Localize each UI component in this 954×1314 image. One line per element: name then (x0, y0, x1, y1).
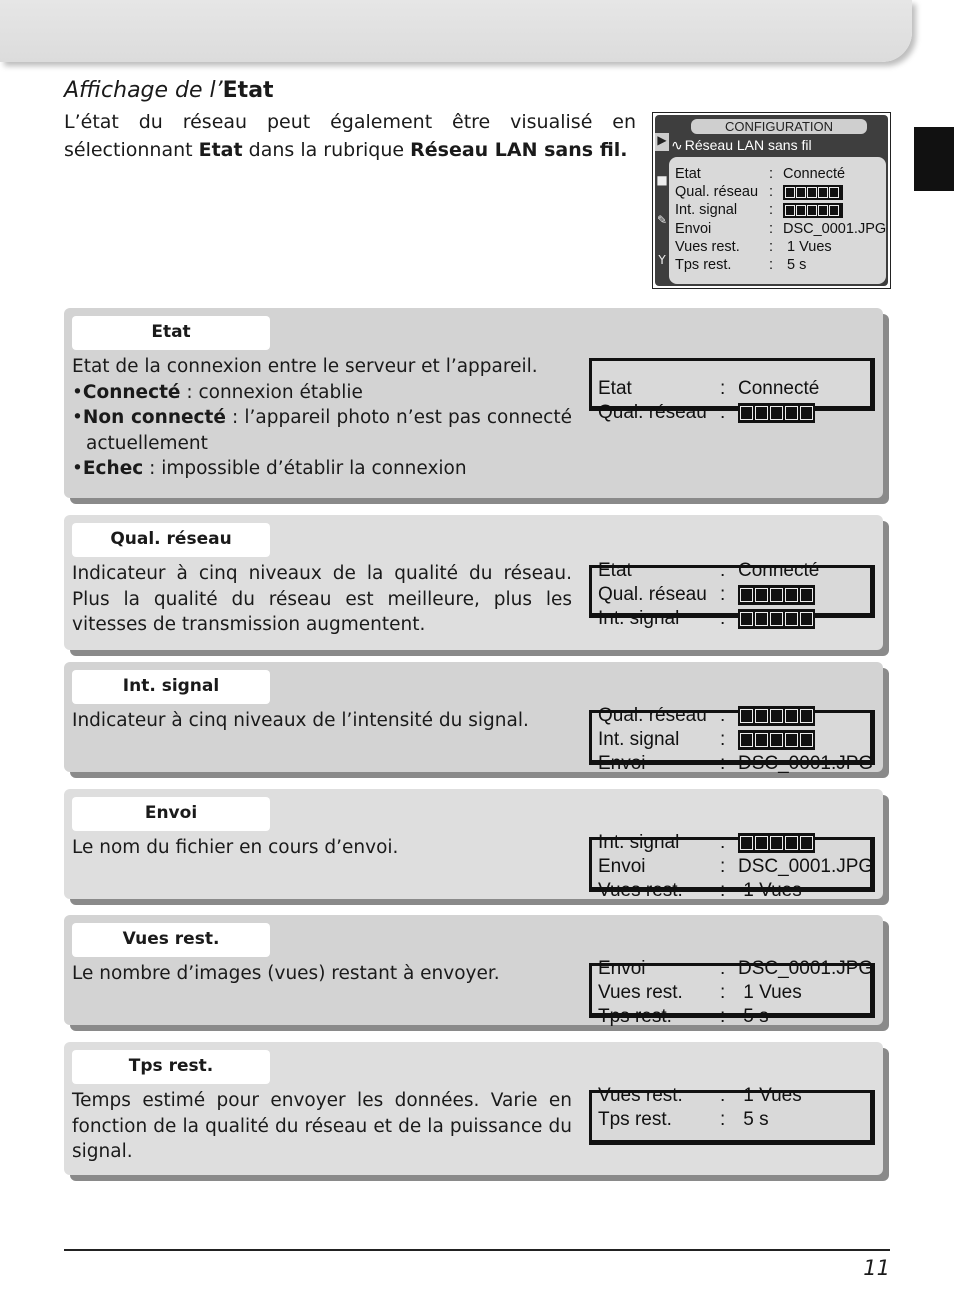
screen-menu-label: Réseau LAN sans fil (684, 137, 812, 153)
list-item: •Echec : impossible d’établir la connexion (72, 458, 467, 479)
intro-text-1: L’état du réseau peut également être visualisé en sélectionnant (64, 111, 636, 161)
screen-crop: Vues rest. : 1 Vues Tps rest. : 5 s (589, 1090, 875, 1145)
screen-bezel (655, 115, 888, 286)
section-description: Le nom du fichier en cours d’envoi. (72, 837, 399, 858)
section-description: Le nombre d’images (vues) restant à envoyer. (72, 963, 500, 984)
section-envoi (64, 789, 883, 899)
heading-italic: Affichage de l’ (64, 78, 223, 103)
signal-bars-icon (738, 730, 815, 750)
signal-bars-icon (738, 609, 815, 629)
screen-tab-icons (655, 133, 669, 293)
signal-bars-icon (738, 585, 815, 605)
wrench-icon: Y (658, 253, 666, 267)
section-heading (64, 78, 274, 103)
screen-crop: Envoi : DSC_0001.JPG Vues rest. : 1 Vues Tps rest. : 5 s (589, 963, 875, 1018)
section-tag: Tps rest. (72, 1050, 270, 1084)
section-int-signal (64, 662, 883, 772)
list-item: •Non connecté : l’appareil photo n’est pas connecté actuellement (72, 407, 572, 454)
screen-menu-item (671, 137, 812, 153)
screen-row-etat: Etat : Connecté (675, 166, 846, 182)
intro-text-2: dans la rubrique (242, 139, 411, 161)
header-band (0, 0, 912, 62)
section-tag: Envoi (72, 797, 270, 831)
footer-rule (64, 1249, 890, 1251)
signal-bars-icon (783, 185, 843, 200)
screen-title: CONFIGURATION (691, 119, 867, 134)
section-tps-rest (64, 1042, 883, 1175)
chapter-tab (914, 127, 954, 191)
page-number: 11 (863, 1256, 890, 1280)
section-qual-reseau (64, 515, 883, 650)
section-description: Indicateur à cinq niveaux de l’intensité du signal. (72, 710, 529, 731)
section-tag: Qual. réseau (72, 523, 270, 557)
screen-crop: Etat : Connecté Qual. réseau : (589, 358, 875, 411)
intro-paragraph (64, 108, 636, 164)
camera-icon: ■ (656, 173, 668, 187)
playback-icon: ▶ (655, 133, 669, 151)
intro-bold-2: Réseau LAN sans fil. (410, 139, 628, 161)
screen-row-signal: Int. signal : (675, 201, 843, 219)
pencil-icon: ✎ (656, 213, 668, 227)
section-tag: Int. signal (72, 670, 270, 704)
screen-crop: Etat : Connecté Qual. réseau : Int. signal : (589, 565, 875, 618)
screen-row-vues: Vues rest. : 1 Vues (675, 239, 832, 255)
screen-row-tps: Tps rest. : 5 s (675, 257, 807, 273)
camera-screen (652, 112, 891, 289)
signal-bars-icon (783, 203, 843, 218)
section-tag: Etat (72, 316, 270, 350)
section-description: Indicateur à cinq niveaux de la qualité du réseau. Plus la qualité du réseau est meilleure, plus les vitesses de transmission augmentent. (72, 563, 572, 635)
section-vues-rest (64, 915, 883, 1025)
intro-bold-1: Etat (198, 139, 243, 161)
screen-crop: Qual. réseau : Int. signal : Envoi : DSC_0001.JPG (589, 710, 875, 765)
signal-bars-icon (738, 403, 815, 423)
signal-bars-icon (738, 706, 815, 726)
signal-bars-icon (738, 833, 815, 853)
section-description: Etat de la connexion entre le serveur et l’appareil. •Connecté : connexion établie •Non connecté : l’appareil photo n’est pas connecté actuellement •Echec : impossible d’établir la connexion (72, 354, 572, 482)
heading-bold: Etat (222, 78, 274, 103)
screen-row-envoi: Envoi : DSC_0001.JPG (675, 221, 887, 237)
section-description: Temps estimé pour envoyer les données. Varie en fonction de la qualité du réseau et de la puissance du signal. (72, 1090, 572, 1162)
screen-status-panel (669, 157, 886, 284)
screen-row-qual: Qual. réseau : (675, 183, 843, 201)
section-tag: Vues rest. (72, 923, 270, 957)
section-etat (64, 308, 883, 498)
screen-crop: Int. signal : Envoi : DSC_0001.JPG Vues rest. : 1 Vues (589, 837, 875, 892)
list-item: •Connecté : connexion établie (72, 381, 363, 403)
wireless-icon: ∿ (671, 137, 683, 153)
